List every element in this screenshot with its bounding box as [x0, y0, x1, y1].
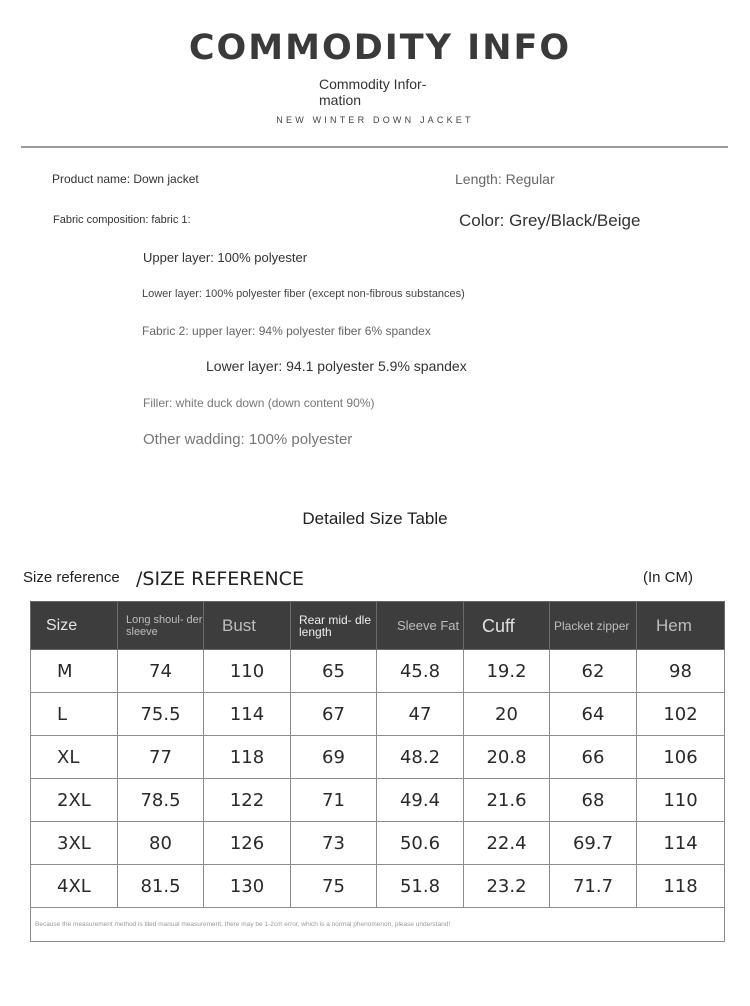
table-cell: 81.5	[118, 865, 204, 908]
table-cell: 110	[637, 779, 725, 822]
col-header-cuff: Cuff	[464, 602, 550, 650]
col-header-rear-middle-length: Rear mid- dle length	[291, 602, 377, 650]
divider	[21, 146, 728, 148]
col-header-bust: Bust	[204, 602, 291, 650]
table-cell: 114	[204, 693, 291, 736]
table-cell: 78.5	[118, 779, 204, 822]
table-header-row	[31, 602, 725, 650]
table-cell: 45.8	[377, 650, 464, 693]
table-cell: 98	[637, 650, 725, 693]
col-header-long-shoulder-sleeve: Long shoul- der sleeve	[118, 602, 204, 650]
table-cell: 122	[204, 779, 291, 822]
table-row	[31, 865, 725, 908]
size-cell: M	[31, 650, 118, 693]
note-row	[31, 908, 725, 942]
table-cell: 69	[291, 736, 377, 779]
col-header-placket-zipper: Placket zipper	[550, 602, 637, 650]
table-cell: 110	[204, 650, 291, 693]
table-row	[31, 693, 725, 736]
col-header-sleeve-fat: Sleeve Fat	[377, 602, 464, 650]
table-cell: 75	[291, 865, 377, 908]
table-cell: 49.4	[377, 779, 464, 822]
size-cell: XL	[31, 736, 118, 779]
table-cell: 118	[204, 736, 291, 779]
tagline: NEW WINTER DOWN JACKET	[276, 115, 474, 125]
table-cell: 73	[291, 822, 377, 865]
table-cell: 51.8	[377, 865, 464, 908]
table-cell: 126	[204, 822, 291, 865]
table-cell: 68	[550, 779, 637, 822]
table-cell: 118	[637, 865, 725, 908]
lower-layer-2: Lower layer: 94.1 polyester 5.9% spandex	[206, 358, 467, 374]
table-cell: 65	[291, 650, 377, 693]
col-header-size: Size	[31, 602, 118, 650]
table-cell: 69.7	[550, 822, 637, 865]
table-cell: 71.7	[550, 865, 637, 908]
table-cell: 102	[637, 693, 725, 736]
length: Length: Regular	[455, 171, 555, 187]
table-cell: 64	[550, 693, 637, 736]
table-cell: 48.2	[377, 736, 464, 779]
other-wadding: Other wadding: 100% polyester	[143, 431, 353, 448]
size-cell: L	[31, 693, 118, 736]
table-cell: 23.2	[464, 865, 550, 908]
table-row	[31, 779, 725, 822]
table-cell: 20.8	[464, 736, 550, 779]
fabric-2: Fabric 2: upper layer: 94% polyester fiber 6% spandex	[142, 324, 431, 338]
table-cell: 77	[118, 736, 204, 779]
table-cell: 20	[464, 693, 550, 736]
table-cell: 71	[291, 779, 377, 822]
table-cell: 106	[637, 736, 725, 779]
size-reference-label: Size reference	[23, 569, 120, 586]
table-cell: 130	[204, 865, 291, 908]
product-name: Product name: Down jacket	[52, 172, 199, 186]
col-header-hem: Hem	[637, 602, 725, 650]
size-cell: 3XL	[31, 822, 118, 865]
table-cell: 22.4	[464, 822, 550, 865]
filler: Filler: white duck down (down content 90%)	[143, 396, 375, 410]
size-table-heading: Detailed Size Table	[302, 509, 448, 528]
table-row	[31, 822, 725, 865]
table-cell: 19.2	[464, 650, 550, 693]
page-subtitle: Commodity Infor- mation	[319, 76, 427, 108]
table-cell: 62	[550, 650, 637, 693]
size-cell: 2XL	[31, 779, 118, 822]
table-cell: 21.6	[464, 779, 550, 822]
table-cell: 75.5	[118, 693, 204, 736]
table-cell: 114	[637, 822, 725, 865]
unit-label: (In CM)	[643, 569, 693, 586]
table-cell: 80	[118, 822, 204, 865]
size-table	[30, 601, 725, 942]
table-row	[31, 650, 725, 693]
color: Color: Grey/Black/Beige	[459, 211, 641, 230]
fabric-composition: Fabric composition: fabric 1:	[53, 214, 191, 226]
table-row	[31, 736, 725, 779]
lower-layer-1: Lower layer: 100% polyester fiber (except non-fibrous substances)	[142, 288, 465, 300]
upper-layer: Upper layer: 100% polyester	[143, 250, 308, 265]
table-cell: 74	[118, 650, 204, 693]
table-cell: 50.6	[377, 822, 464, 865]
table-cell: 47	[377, 693, 464, 736]
table-cell: 67	[291, 693, 377, 736]
size-cell: 4XL	[31, 865, 118, 908]
page-title: COMMODITY INFO	[188, 28, 572, 68]
measurement-note: Because the measurement method is tiled manual measurement, there may be 1-2cm error, which is a normal phenomenon, please understand!	[31, 908, 725, 942]
table-cell: 66	[550, 736, 637, 779]
size-reference-en: /SIZE REFERENCE	[136, 568, 304, 590]
